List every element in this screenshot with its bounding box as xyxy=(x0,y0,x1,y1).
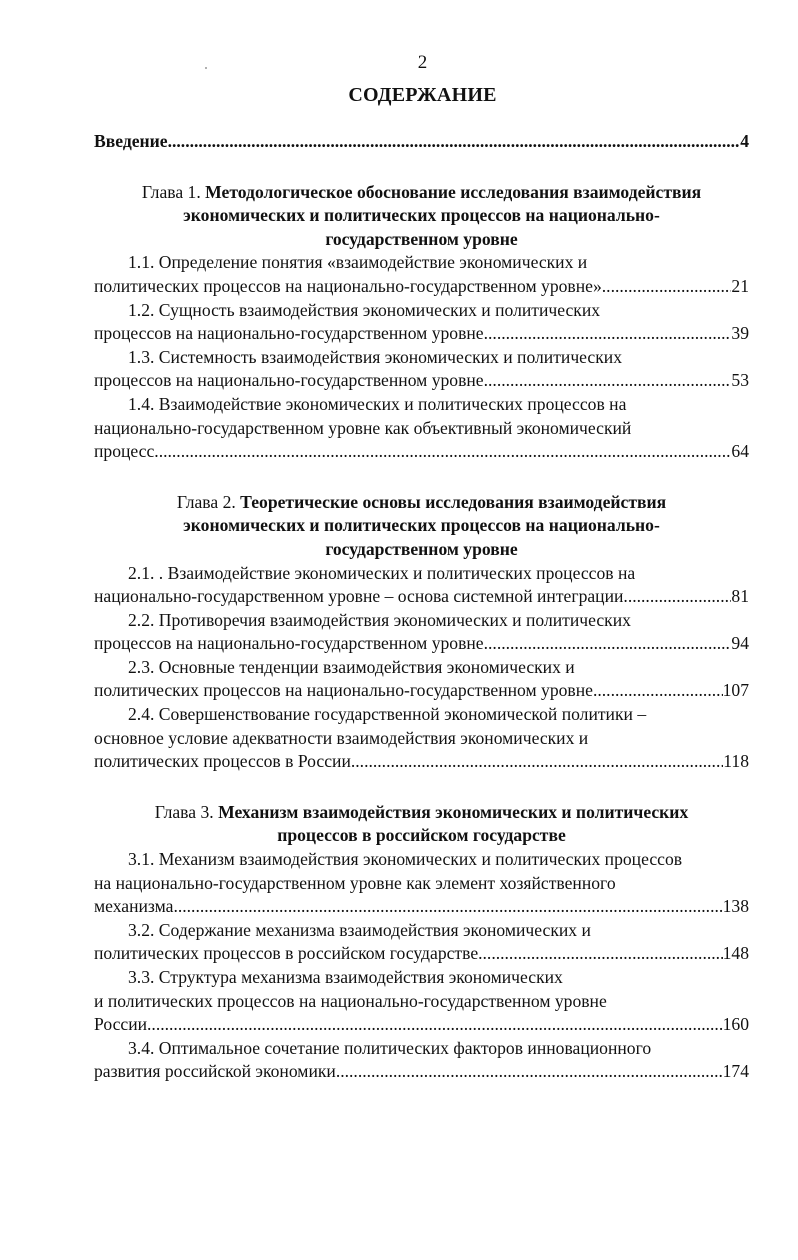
dot-leader xyxy=(336,1060,723,1084)
chapter-heading[interactable] xyxy=(94,491,749,562)
table-of-contents xyxy=(94,130,749,1084)
chapter-heading[interactable] xyxy=(94,181,749,252)
section-text-line: политических процессов на национально-государственном уровне» xyxy=(94,275,602,296)
section-text-line: и политических процессов на национально-государственном уровне xyxy=(94,990,607,1011)
dot-leader xyxy=(173,895,722,919)
section-last-line xyxy=(94,275,749,299)
dot-leader xyxy=(602,275,732,299)
toc-entry-intro[interactable] xyxy=(94,130,749,154)
toc-section-entry[interactable] xyxy=(94,346,749,393)
section-text-line: национально-государственном уровне как объективный экономический xyxy=(94,417,632,438)
section-text-line: процессов на национально-государственном уровне xyxy=(94,370,484,391)
section-last-line xyxy=(94,1013,749,1037)
dot-leader xyxy=(351,750,723,774)
dot-leader xyxy=(484,322,732,346)
toc-entry-page: 81 xyxy=(731,586,749,607)
section-text-line: политических процессов на национально-государственном уровне xyxy=(94,680,593,701)
section-text-line: развития российской экономики xyxy=(94,1061,336,1082)
toc-section-entry[interactable] xyxy=(94,609,749,656)
section-last-line xyxy=(94,942,749,966)
section-text-line: процессов на национально-государственном уровне xyxy=(94,323,484,344)
section-text-line: 1.3. Системность взаимодействия экономических и политических xyxy=(128,346,622,367)
dot-leader xyxy=(168,130,741,154)
section-text-line: на национально-государственном уровне как элемент хозяйственного xyxy=(94,872,616,893)
toc-section-entry[interactable] xyxy=(94,966,749,1037)
toc-entry-page: 53 xyxy=(731,370,749,391)
section-text-line: 2.3. Основные тенденции взаимодействия экономических и xyxy=(128,656,575,677)
section-text-line: 1.2. Сущность взаимодействия экономических и политических xyxy=(128,299,601,320)
section-text-line: основное условие адекватности взаимодействия экономических и xyxy=(94,727,589,748)
dot-leader xyxy=(154,440,731,464)
toc-entry-page: 160 xyxy=(722,1014,749,1035)
section-last-line xyxy=(94,440,749,464)
dot-leader xyxy=(478,942,722,966)
toc-title: СОДЕРЖАНИЕ xyxy=(348,84,497,106)
chapters-list xyxy=(94,181,749,1084)
toc-entry-page: 174 xyxy=(722,1061,749,1082)
section-last-line xyxy=(94,1060,749,1084)
section-text-line: 3.4. Оптимальное сочетание политических факторов инновационного xyxy=(128,1037,652,1058)
section-text-line: механизма xyxy=(94,896,174,917)
toc-entry-page: 148 xyxy=(722,943,749,964)
toc-entry-page: 39 xyxy=(731,323,749,344)
section-last-line xyxy=(94,750,749,774)
toc-entry-page: 118 xyxy=(723,751,749,772)
dot-leader xyxy=(147,1013,723,1037)
toc-section-entry[interactable] xyxy=(94,848,749,919)
section-last-line xyxy=(94,585,749,609)
section-text-line: процесс xyxy=(94,441,155,462)
section-text-line: 3.2. Содержание механизма взаимодействия экономических и xyxy=(128,919,591,940)
dot-leader xyxy=(623,585,731,609)
chapter-prefix: Глава 2. xyxy=(176,491,241,512)
toc-entry-page: 138 xyxy=(722,896,749,917)
toc-section-entry[interactable] xyxy=(94,1037,749,1084)
section-text-line: 2.1. . Взаимодействие экономических и политических процессов на xyxy=(128,562,636,583)
toc-entry-page: 4 xyxy=(740,131,749,151)
section-text-line: России xyxy=(94,1014,148,1035)
section-text-line: 1.4. Взаимодействие экономических и политических процессов на xyxy=(128,393,627,414)
section-text-line: 3.1. Механизм взаимодействия экономических и политических процессов xyxy=(128,849,683,870)
section-text-line: политических процессов в России xyxy=(94,751,351,772)
section-last-line xyxy=(94,369,749,393)
toc-section-entry[interactable] xyxy=(94,251,749,298)
section-text-line: 2.4. Совершенствование государственной экономической политики – xyxy=(128,704,647,725)
toc-entry-page: 107 xyxy=(722,680,749,701)
dot-leader xyxy=(593,679,723,703)
dot-leader xyxy=(484,632,732,656)
section-last-line xyxy=(94,679,749,703)
section-text-line: 3.3. Структура механизма взаимодействия экономических xyxy=(128,967,563,987)
section-last-line xyxy=(94,895,749,919)
toc-entry-page: 94 xyxy=(731,633,749,654)
chapter-prefix: Глава 3. xyxy=(154,801,219,822)
toc-section-entry[interactable] xyxy=(94,562,749,609)
toc-section-entry[interactable] xyxy=(94,393,749,464)
section-text-line: политических процессов в российском государстве xyxy=(94,943,479,964)
dot-leader xyxy=(484,369,732,393)
chapter-title: Методологическое обоснование исследования взаимодействия экономических и политических процессов на национально-государственном уровне xyxy=(183,181,702,249)
toc-entry-label: Введение xyxy=(94,131,168,151)
chapter-title: Механизм взаимодействия экономических и политических процессов в российском государстве xyxy=(218,801,689,846)
chapter-heading[interactable] xyxy=(94,801,749,848)
section-last-line xyxy=(94,632,749,656)
toc-entry-page: 21 xyxy=(731,275,749,296)
chapter-title: Теоретические основы исследования взаимодействия экономических и политических процессов на национально-государственном уровне xyxy=(183,491,667,559)
chapter-prefix: Глава 1. xyxy=(141,181,206,202)
toc-entry-page: 64 xyxy=(731,441,749,462)
section-last-line xyxy=(94,322,749,346)
section-text-line: 2.2. Противоречия взаимодействия экономических и политических xyxy=(128,609,631,630)
section-text-line: национально-государственном уровне – основа системной интеграции xyxy=(94,586,624,607)
toc-section-entry[interactable] xyxy=(94,919,749,966)
toc-section-entry[interactable] xyxy=(94,703,749,774)
section-text-line: процессов на национально-государственном уровне xyxy=(94,633,484,654)
toc-section-entry[interactable] xyxy=(94,656,749,703)
page-number: 2 xyxy=(417,52,428,73)
toc-section-entry[interactable] xyxy=(94,299,749,346)
section-text-line: 1.1. Определение понятия «взаимодействие экономических и xyxy=(128,252,588,273)
